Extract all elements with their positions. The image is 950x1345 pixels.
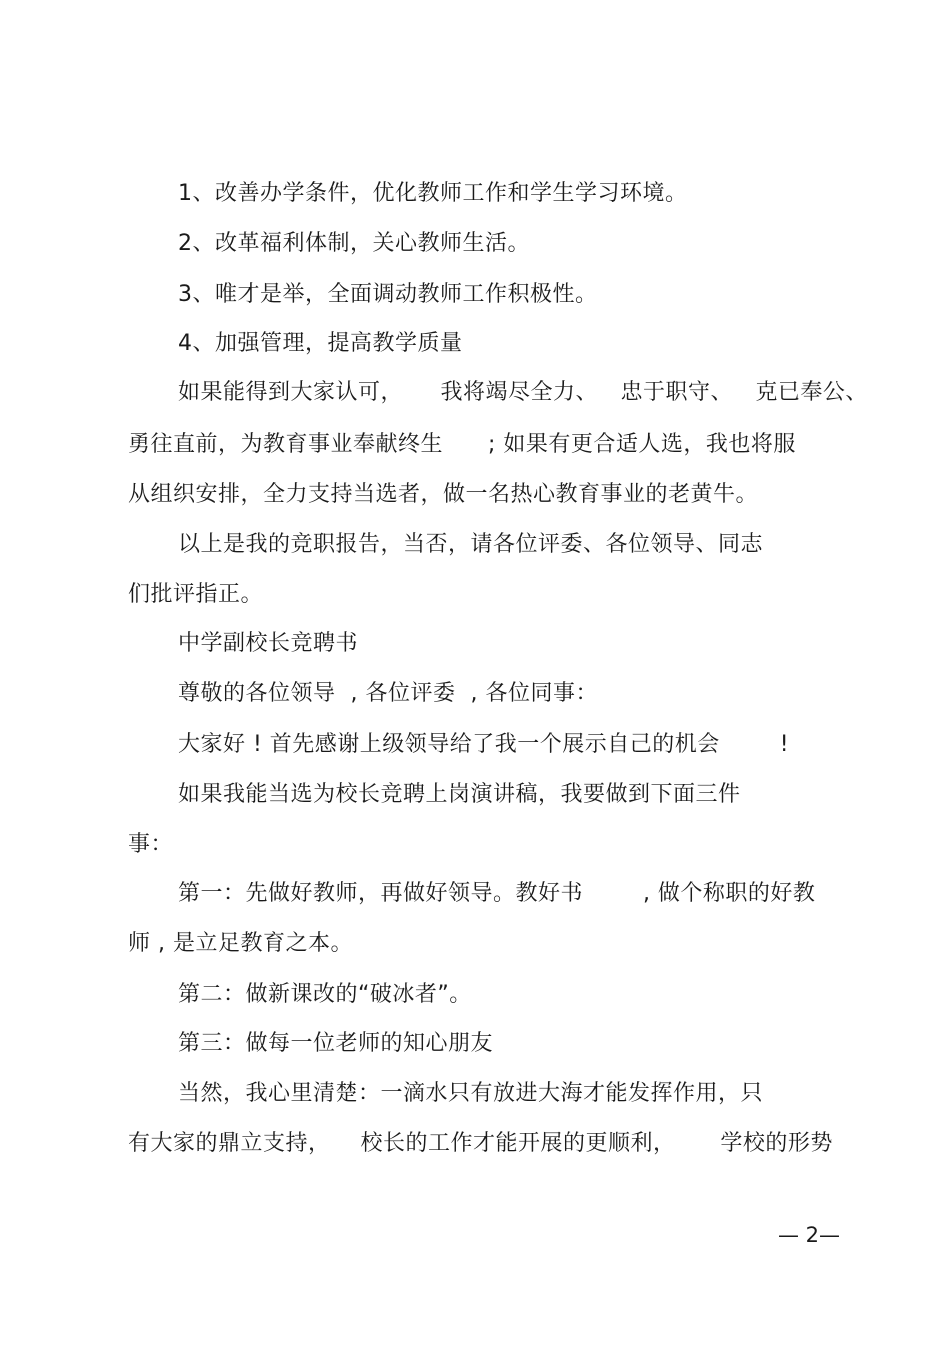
text-line: 从组织安排，全力支持当选者，做一名热心教育事业的老黄牛。: [128, 482, 759, 507]
text-line: 勇往直前，为教育事业奉献终生 ; 如果有更合适人选，我也将服: [128, 432, 796, 457]
text-line: 们批评指正。: [128, 582, 264, 607]
text-line: 事：: [128, 832, 174, 857]
text-line: 4、加强管理，提高教学质量: [178, 331, 463, 356]
text-line: 当然，我心里清楚：一滴水只有放进大海才能发挥作用，只: [178, 1081, 764, 1106]
salutation: 尊敬的各位领导 , 各位评委 , 各位同事：: [178, 681, 598, 706]
text-line: 2、改革福利体制，关心教师生活。: [178, 231, 530, 256]
text-line: 3、唯才是举，全面调动教师工作积极性。: [178, 282, 598, 307]
text-line: 1、改善办学条件，优化教师工作和学生学习环境。: [178, 181, 688, 206]
text-line: 第三：做每一位老师的知心朋友: [178, 1031, 494, 1056]
text-line: 第一：先做好教师，再做好领导。教好书 , 做个称职的好教: [178, 881, 816, 906]
text-line: 如果我能当选为校长竞聘上岗演讲稿，我要做到下面三件: [178, 782, 741, 807]
section-title: 中学副校长竞聘书: [178, 631, 359, 656]
text-line: 第二：做新课改的“破冰者”。: [178, 982, 472, 1007]
text-line: 大家好 ! 首先感谢上级领导给了我一个展示自己的机会 !: [178, 732, 790, 757]
page-number: — 2—: [778, 1223, 841, 1247]
text-line: 师 , 是立足教育之本。: [128, 931, 353, 956]
text-line: 以上是我的竞职报告，当否，请各位评委、各位领导、同志: [178, 532, 764, 557]
text-line: 如果能得到大家认可， 我将竭尽全力、 忠于职守、 克已奉公、: [178, 380, 868, 405]
text-line: 有大家的鼎立支持， 校长的工作才能开展的更顺利， 学校的形势: [128, 1131, 833, 1156]
